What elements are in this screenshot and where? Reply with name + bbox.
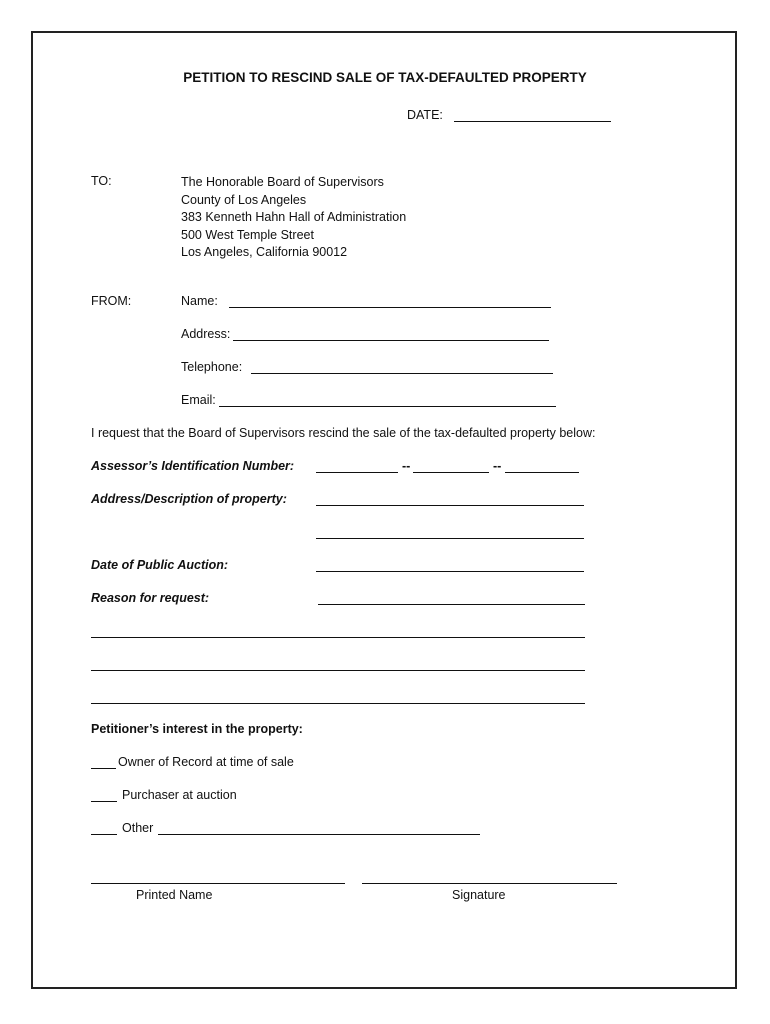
telephone-field[interactable] <box>251 373 553 374</box>
ain-label: Assessor’s Identification Number: <box>91 459 295 473</box>
other-option-label: Other <box>122 821 154 835</box>
telephone-label: Telephone: <box>181 360 243 374</box>
signature-field[interactable] <box>362 883 617 884</box>
property-field-1[interactable] <box>316 505 584 506</box>
recipient-line: Los Angeles, California 90012 <box>181 245 348 259</box>
recipient-address <box>181 174 406 262</box>
printed-name-label: Printed Name <box>136 888 213 902</box>
recipient-line: County of Los Angeles <box>181 192 307 207</box>
name-field[interactable] <box>229 307 551 308</box>
name-label: Name: <box>181 294 218 308</box>
request-statement: I request that the Board of Supervisors rescind the sale of the tax-defaulted property below: <box>91 426 596 440</box>
printed-name-field[interactable] <box>91 883 345 884</box>
recipient-line: The Honorable Board of Supervisors <box>181 175 384 189</box>
reason-label: Reason for request: <box>91 591 210 605</box>
address-field[interactable] <box>233 340 549 341</box>
purchaser-option-label: Purchaser at auction <box>122 788 237 802</box>
address-label: Address: <box>181 327 231 341</box>
auction-date-label: Date of Public Auction: <box>91 558 229 572</box>
reason-field-1[interactable] <box>318 604 585 605</box>
owner-checkline[interactable] <box>91 768 116 769</box>
other-checkline[interactable] <box>91 834 117 835</box>
interest-label: Petitioner’s interest in the property: <box>91 722 303 736</box>
recipient-line: 500 West Temple Street <box>181 227 314 242</box>
ain-field-1[interactable] <box>316 472 398 473</box>
ain-field-2[interactable] <box>413 472 489 473</box>
signature-label: Signature <box>452 888 506 902</box>
recipient-line: 383 Kenneth Hahn Hall of Administration <box>181 210 407 224</box>
form-title: PETITION TO RESCIND SALE OF TAX-DEFAULTED PROPERTY <box>183 70 587 85</box>
owner-option-label: Owner of Record at time of sale <box>118 755 294 769</box>
date-field[interactable] <box>454 121 611 122</box>
ain-field-3[interactable] <box>505 472 579 473</box>
date-label: DATE: <box>407 108 443 122</box>
ain-separator: -- <box>402 459 411 473</box>
property-field-2[interactable] <box>316 538 584 539</box>
reason-field-3[interactable] <box>91 670 585 671</box>
purchaser-checkline[interactable] <box>91 801 117 802</box>
email-label: Email: <box>181 393 216 407</box>
ain-separator: -- <box>493 459 502 473</box>
auction-date-field[interactable] <box>316 571 584 572</box>
reason-field-4[interactable] <box>91 703 585 704</box>
to-label: TO: <box>91 174 112 188</box>
email-field[interactable] <box>219 406 556 407</box>
other-field[interactable] <box>158 834 480 835</box>
from-label: FROM: <box>91 294 132 308</box>
property-label: Address/Description of property: <box>91 492 287 506</box>
reason-field-2[interactable] <box>91 637 585 638</box>
